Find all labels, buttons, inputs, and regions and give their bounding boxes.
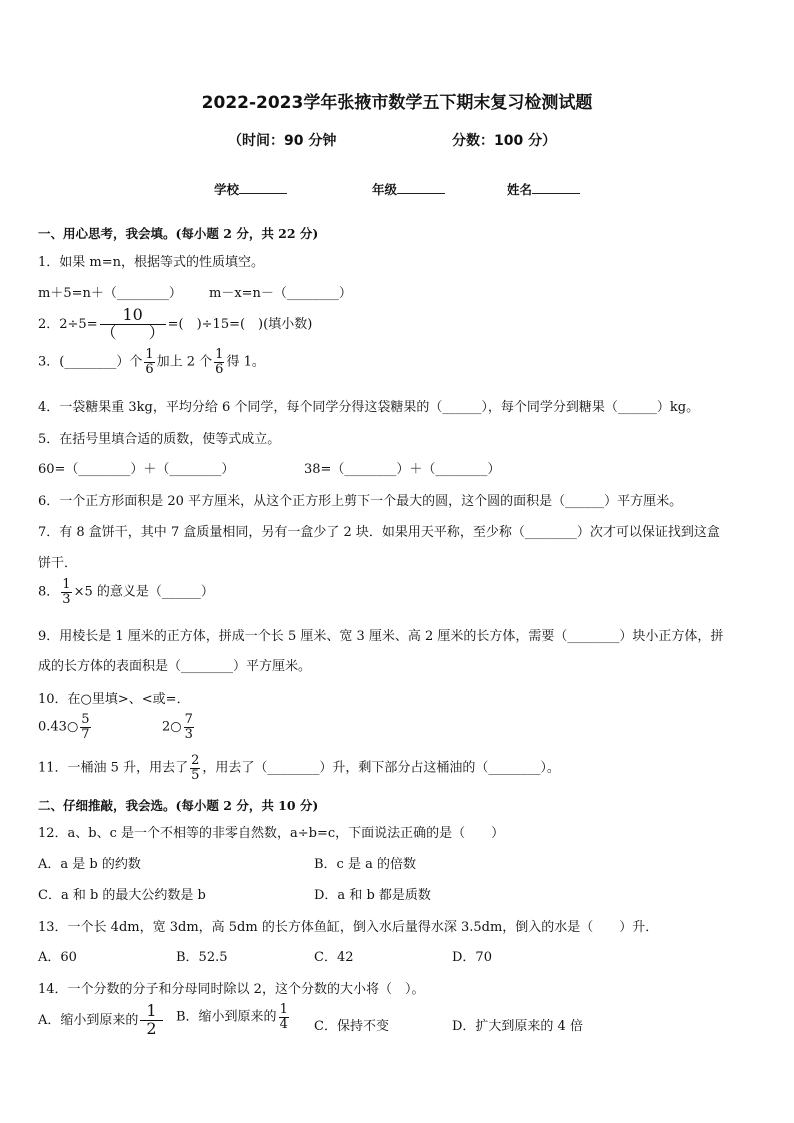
question-11-post: ，用去了（________）升，剩下部分占这桶油的（________）。 [202,760,560,776]
question-1-b: m－x=n－（________） [209,286,352,301]
fraction-five-sevenths [80,713,90,741]
question-13: 13．一个长 4dm，宽 3dm，高 5dm 的长方体鱼缸，倒入水后量得水深 3.5dm，倒入的水是（ ）升． [38,920,659,935]
fraction-numerator: 10 [100,307,166,325]
fraction-denominator: 7 [81,726,90,742]
fraction-numerator: 1 [145,347,154,362]
question-9-line-2: 成的长方体的表面积是（________）平方厘米。 [38,659,312,674]
question-12-option-a[interactable]: A．a 是 b 的约数 [38,857,141,872]
name-field[interactable] [507,180,580,198]
fraction-numerator: 1 [140,1003,162,1021]
question-12-option-d[interactable]: D．a 和 b 都是质数 [314,888,431,903]
question-10-b-pre: 2○ [162,719,182,735]
grade-label: 年级 [372,182,398,197]
question-14-option-b[interactable] [176,1003,291,1031]
fraction-one-quarter [279,1003,289,1031]
question-10-a-pre: 0.43○ [38,719,79,735]
name-label: 姓名 [507,182,533,197]
question-3-mid: 加上 2 个 [156,354,213,370]
question-3-pre: 3．(________）个 [38,354,143,370]
question-1: 1．如果 m=n，根据等式的性质填空。 [38,255,264,270]
question-5: 5．在括号里填合适的质数，使等式成立。 [38,432,281,447]
question-8 [38,578,214,606]
fraction-numerator: 1 [279,1002,288,1017]
question-7-line-1: 7．有 8 盒饼干，其中 7 盒质量相同，另有一盒少了 2 块．如果用天平称，至少称（________）次才可以保证找到这盒 [38,525,720,540]
question-7-line-2: 饼干． [38,556,78,571]
question-12-option-c[interactable]: C．a 和 b 的最大公约数是 b [38,888,206,903]
fraction-denominator: 3 [184,726,193,742]
grade-field[interactable] [372,180,445,198]
exam-time: （时间：90 分钟 [228,133,337,149]
question-12-option-b[interactable]: B．c 是 a 的倍数 [314,857,416,872]
question-10-a [38,713,93,741]
fraction-numerator: 1 [62,577,71,592]
question-11 [38,754,560,782]
fraction-denominator: 3 [62,591,71,607]
fraction-numerator: 2 [191,753,200,768]
question-2-pre: 2．2÷5= [38,316,98,332]
page-title: 2022-2023学年张掖市数学五下期末复习检测试题 [201,93,593,113]
question-5-b: 38=（________）＋（________） [304,462,501,477]
question-3 [38,348,265,376]
question-8-pre: 8． [38,584,60,600]
question-14-option-a[interactable] [38,1003,165,1038]
exam-score: 分数：100 分） [452,133,557,149]
question-10-b [162,713,196,741]
school-field[interactable] [214,180,287,198]
fraction-denominator: 6 [145,361,154,377]
fraction-denominator: 5 [191,767,200,783]
school-label: 学校 [214,182,240,197]
fraction-one-sixth [144,348,154,376]
question-2 [38,307,312,342]
question-10: 10．在○里填>、<或=． [38,692,190,707]
fraction-two-fifths [190,754,200,782]
question-14-option-c[interactable]: C．保持不变 [314,1019,389,1034]
question-14: 14．一个分数的分子和分母同时除以 2，这个分数的大小将（ ）。 [38,982,425,997]
fraction-denominator: 2 [146,1018,157,1038]
question-1-a: m＋5=n＋（________） [38,286,182,301]
question-13-option-d[interactable]: D．70 [452,950,492,965]
question-2-post: =( )÷15=( )(填小数) [167,316,313,332]
question-5-a: 60=（________）＋（________） [38,462,235,477]
question-12: 12．a、b、c 是一个不相等的非零自然数，a÷b=c，下面说法正确的是（ ） [38,826,505,841]
section-2-heading: 二、仔细推敲，我会选。(每小题 2 分，共 10 分) [38,798,319,813]
question-14-option-a-label: A．缩小到原来的 [38,1012,139,1028]
question-13-option-a[interactable]: A．60 [38,950,77,965]
fraction-denominator: 4 [279,1016,288,1032]
fraction-numerator: 7 [184,712,193,727]
fraction-10-blank [100,307,166,342]
fraction-denominator: （ ） [100,322,165,342]
fraction-denominator: 6 [215,361,224,377]
question-11-pre: 11．一桶油 5 升，用去了 [38,760,189,776]
question-3-post: 得 1。 [226,354,265,370]
question-13-option-c[interactable]: C．42 [314,950,354,965]
question-4: 4．一袋糖果重 3kg，平均分给 6 个同学，每个同学分得这袋糖果的（______），每个同学分到糖果（______）kg。 [38,400,700,415]
fraction-one-third [61,578,71,606]
fraction-one-sixth-2 [214,348,224,376]
fraction-one-half [140,1003,162,1038]
fraction-seven-thirds [184,713,194,741]
fraction-numerator: 5 [81,712,90,727]
question-8-post: ×5 的意义是（______） [73,584,214,600]
question-14-option-d[interactable]: D．扩大到原来的 4 倍 [452,1019,583,1034]
question-13-option-b[interactable]: B．52.5 [176,950,228,965]
fraction-numerator: 1 [215,347,224,362]
question-9-line-1: 9．用棱长是 1 厘米的正方体，拼成一个长 5 厘米、宽 3 厘米、高 2 厘米的长方体，需要（________）块小正方体，拼 [38,629,724,644]
section-1-heading: 一、用心思考，我会填。(每小题 2 分，共 22 分) [38,226,319,241]
question-6: 6．一个正方形面积是 20 平方厘米，从这个正方形上剪下一个最大的圆，这个圆的面积是（______）平方厘米。 [38,494,683,509]
question-14-option-b-label: B．缩小到原来的 [176,1009,277,1025]
